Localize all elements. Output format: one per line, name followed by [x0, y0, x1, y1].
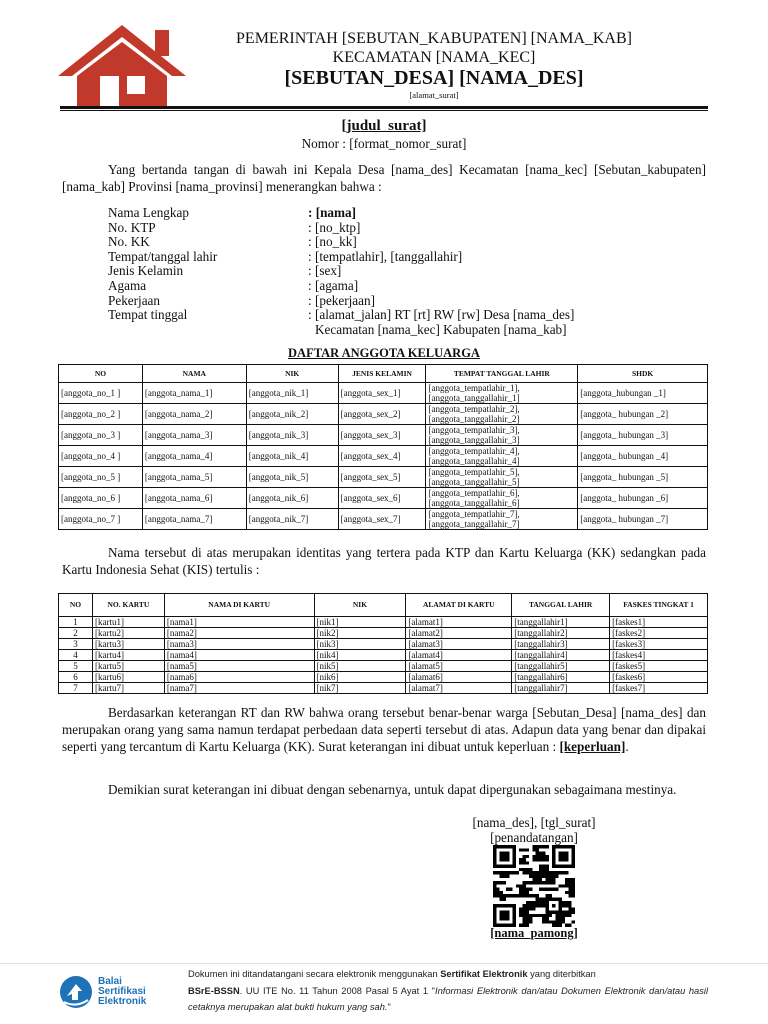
- footer-text-a: Dokumen ini ditandatangani secara elektronik menggunakan: [188, 969, 441, 979]
- kop-divider-thin: [60, 110, 708, 111]
- kis-cell-faskes: [faskes6]: [610, 672, 708, 683]
- kis-cell-nama: [nama6]: [164, 672, 314, 683]
- qr-code-icon: [487, 845, 581, 927]
- kis-cell-tgl: [tanggallahir6]: [512, 672, 610, 683]
- kis-cell-tgl: [tanggallahir1]: [512, 617, 610, 628]
- family-cell-sex: [anggota_sex_5]: [338, 467, 426, 488]
- kis-header-faskes: FASKES TINGKAT 1: [610, 594, 708, 617]
- family-cell-ttl-place: [anggota_tempatlahir_6],: [428, 488, 520, 498]
- closing-paragraph: [62, 781, 706, 798]
- family-header-no: NO: [59, 365, 143, 383]
- kis-cell-nama: [nama3]: [164, 639, 314, 650]
- family-table: [58, 364, 708, 530]
- identity-row: [108, 235, 706, 250]
- kis-cell-kartu: [kartu5]: [92, 661, 164, 672]
- identity-label: Pekerjaan: [108, 292, 160, 308]
- identity-value: : [sex]: [308, 263, 342, 279]
- family-cell-ttl-date: [anggota_tanggallahir_6]: [428, 498, 520, 508]
- identity-label: Tempat tinggal: [108, 307, 188, 323]
- family-table-row: [59, 509, 708, 530]
- kis-table-row: [59, 661, 708, 672]
- kis-cell-faskes: [faskes3]: [610, 639, 708, 650]
- kis-cell-alamat: [alamat3]: [406, 639, 512, 650]
- family-table-row: [59, 404, 708, 425]
- kis-intro-paragraph: [62, 544, 706, 578]
- family-cell-ttl-place: [anggota_tempatlahir_2],: [428, 404, 520, 414]
- family-cell-ttl-date: [anggota_tanggallahir_2]: [428, 414, 520, 424]
- kis-cell-faskes: [faskes4]: [610, 650, 708, 661]
- family-cell-shdk: [anggota_hubungan _1]: [578, 383, 708, 404]
- kis-cell-alamat: [alamat2]: [406, 628, 512, 639]
- family-cell-sex: [anggota_sex_7]: [338, 509, 426, 530]
- kis-cell-alamat: [alamat6]: [406, 672, 512, 683]
- family-header-nama: NAMA: [142, 365, 246, 383]
- letter-number: Nomor : [format_nomor_surat]: [301, 136, 467, 151]
- identity-row: [108, 250, 706, 265]
- family-table-row: [59, 467, 708, 488]
- family-header-ttl: TEMPAT TANGGAL LAHIR: [426, 365, 578, 383]
- identity-label: Nama Lengkap: [108, 205, 189, 220]
- identity-label: Tempat/tanggal lahir: [108, 248, 218, 264]
- kis-cell-no: 2: [59, 628, 93, 639]
- kis-cell-nik: [nik1]: [314, 617, 406, 628]
- family-table-row: [59, 425, 708, 446]
- kis-cell-tgl: [tanggallahir4]: [512, 650, 610, 661]
- identity-row-cont: [108, 323, 706, 338]
- footer-text-e: . UU ITE No. 11 Tahun 2008 Pasal 5 Ayat 1 ": [239, 985, 435, 996]
- kis-header-alamat: ALAMAT DI KARTU: [406, 594, 512, 617]
- bsre-emblem-icon: [58, 974, 94, 1010]
- family-cell-shdk: [anggota_ hubungan _6]: [578, 488, 708, 509]
- kis-cell-kartu: [kartu7]: [92, 683, 164, 694]
- family-cell-nik: [anggota_nik_3]: [246, 425, 338, 446]
- family-cell-ttl-date: [anggota_tanggallahir_4]: [428, 456, 520, 466]
- family-cell-nik: [anggota_nik_4]: [246, 446, 338, 467]
- family-cell-sex: [anggota_sex_1]: [338, 383, 426, 404]
- statement-paragraph: [62, 704, 706, 755]
- keperluan-value: [keperluan]: [559, 739, 626, 754]
- family-table-row: [59, 383, 708, 404]
- identity-value: : [pekerjaan]: [308, 292, 375, 308]
- footer-text-g: ": [387, 1002, 391, 1012]
- signature-signer: [penandatangan]: [490, 830, 578, 845]
- family-cell-shdk: [anggota_ hubungan _2]: [578, 404, 708, 425]
- identity-value: : [nama]: [308, 205, 356, 220]
- identity-value: : [tempatlahir], [tanggallahir]: [308, 248, 463, 264]
- family-cell-nama: [anggota_nama_5]: [142, 467, 246, 488]
- footer-divider: [0, 963, 768, 964]
- kis-cell-alamat: [alamat7]: [406, 683, 512, 694]
- kis-table-row: [59, 617, 708, 628]
- kis-cell-faskes: [faskes5]: [610, 661, 708, 672]
- kis-cell-nama: [nama2]: [164, 628, 314, 639]
- kis-cell-alamat: [alamat4]: [406, 650, 512, 661]
- family-cell-ttl-date: [anggota_tanggallahir_1]: [428, 393, 520, 403]
- family-cell-nik: [anggota_nik_6]: [246, 488, 338, 509]
- identity-label: No. KK: [108, 234, 150, 250]
- kis-cell-nama: [nama4]: [164, 650, 314, 661]
- kop-divider-thick: [60, 106, 708, 109]
- footer-text: [188, 966, 708, 1016]
- intro-text: Yang bertanda tangan di bawah ini Kepala Desa [nama_des] Kecamatan [nama_kec] [Sebutan_kabupaten] [nama_kab] Provinsi [nama_provinsi] menerangkan bahwa :: [62, 162, 706, 194]
- kis-cell-no: 7: [59, 683, 93, 694]
- kis-cell-nik: [nik7]: [314, 683, 406, 694]
- kis-cell-no: 5: [59, 661, 93, 672]
- kop-line-3: [SEBUTAN_DESA] [NAMA_DES]: [284, 67, 584, 89]
- family-cell-ttl-date: [anggota_tanggallahir_5]: [428, 477, 520, 487]
- family-cell-ttl: [426, 467, 578, 488]
- kis-table-header: [59, 594, 708, 617]
- identity-value: : [no_kk]: [308, 234, 357, 250]
- family-cell-ttl-place: [anggota_tempatlahir_5],: [428, 467, 520, 477]
- family-cell-nama: [anggota_nama_2]: [142, 404, 246, 425]
- kis-cell-tgl: [tanggallahir5]: [512, 661, 610, 672]
- family-table-title: DAFTAR ANGGOTA KELUARGA: [288, 346, 480, 360]
- identity-row: [108, 206, 706, 221]
- family-header-sex: JENIS KELAMIN: [338, 365, 426, 383]
- family-cell-ttl: [426, 425, 578, 446]
- kis-cell-no: 3: [59, 639, 93, 650]
- kis-cell-nik: [nik4]: [314, 650, 406, 661]
- kis-cell-tgl: [tanggallahir7]: [512, 683, 610, 694]
- family-table-row: [59, 446, 708, 467]
- kis-cell-alamat: [alamat5]: [406, 661, 512, 672]
- family-cell-shdk: [anggota_ hubungan _5]: [578, 467, 708, 488]
- identity-row: [108, 308, 706, 323]
- family-cell-shdk: [anggota_ hubungan _4]: [578, 446, 708, 467]
- kis-cell-alamat: [alamat1]: [406, 617, 512, 628]
- family-cell-nama: [anggota_nama_3]: [142, 425, 246, 446]
- kop-line-2: KECAMATAN [NAMA_KEC]: [332, 49, 536, 66]
- footer-text-d: BSrE-BSSN: [188, 985, 240, 996]
- bsre-logo: [58, 974, 146, 1010]
- kis-cell-faskes: [faskes7]: [610, 683, 708, 694]
- family-cell-shdk: [anggota_ hubungan _3]: [578, 425, 708, 446]
- identity-label: Jenis Kelamin: [108, 263, 184, 279]
- statement-text: Berdasarkan keterangan RT dan RW bahwa orang tersebut benar-benar warga [Sebutan_Desa] [nama_des] dan merupakan orang yang sama namun terdapat perbedaan data seperti tersebut di atas. Adapun data yang benar dan dipakai seperti yang tercantum di Kartu Keluarga (KK). Surat keterangan ini dibuat untuk keperluan :: [62, 705, 706, 754]
- family-cell-ttl-place: [anggota_tempatlahir_4],: [428, 446, 520, 456]
- kis-cell-faskes: [faskes2]: [610, 628, 708, 639]
- kis-cell-nik: [nik5]: [314, 661, 406, 672]
- family-cell-ttl-date: [anggota_tanggallahir_3]: [428, 435, 520, 445]
- identity-block: [108, 206, 706, 337]
- kis-header-no: NO: [59, 594, 93, 617]
- identity-row: [108, 279, 706, 294]
- family-cell-nama: [anggota_nama_1]: [142, 383, 246, 404]
- kis-cell-kartu: [kartu1]: [92, 617, 164, 628]
- family-cell-ttl: [426, 404, 578, 425]
- family-cell-nama: [anggota_nama_4]: [142, 446, 246, 467]
- kis-cell-kartu: [kartu2]: [92, 628, 164, 639]
- family-cell-no: [anggota_no_1 ]: [59, 383, 143, 404]
- kis-header-nik: NIK: [314, 594, 406, 617]
- bsre-logo-line3: Elektronik: [98, 996, 147, 1007]
- kis-cell-no: 4: [59, 650, 93, 661]
- closing-text: Demikian surat keterangan ini dibuat dengan sebenarnya, untuk dapat dipergunakan sebagaimana mestinya.: [108, 782, 677, 797]
- identity-label: No. KTP: [108, 219, 156, 235]
- family-cell-nik: [anggota_nik_5]: [246, 467, 338, 488]
- signature-place-date: [nama_des], [tgl_surat]: [472, 815, 596, 830]
- kis-table-row: [59, 683, 708, 694]
- family-header-shdk: SHDK: [578, 365, 708, 383]
- identity-value: : [no_ktp]: [308, 219, 361, 235]
- family-cell-no: [anggota_no_4 ]: [59, 446, 143, 467]
- family-table-header: [59, 365, 708, 383]
- kis-table: [58, 593, 708, 694]
- identity-value: : [alamat_jalan] RT [rt] RW [rw] Desa [nama_des]: [308, 307, 575, 323]
- family-header-nik: NIK: [246, 365, 338, 383]
- bsre-logo-line1: Balai: [98, 976, 122, 987]
- family-cell-ttl: [426, 488, 578, 509]
- family-cell-ttl-place: [anggota_tempatlahir_1],: [428, 383, 520, 393]
- family-cell-no: [anggota_no_6 ]: [59, 488, 143, 509]
- kis-cell-kartu: [kartu6]: [92, 672, 164, 683]
- statement-end: .: [625, 739, 629, 754]
- kis-intro-text: Nama tersebut di atas merupakan identitas yang tertera pada KTP dan Kartu Keluarga (KK) sedangkan pada Kartu Indonesia Sehat (KIS) tertulis :: [62, 545, 706, 577]
- family-cell-no: [anggota_no_7 ]: [59, 509, 143, 530]
- footer-text-f: Informasi Elektronik dan/atau Dokumen Elektronik dan/atau hasil cetaknya merupakan alat bukti hukum yang sah.: [188, 985, 709, 1012]
- kis-table-row: [59, 639, 708, 650]
- kis-cell-nama: [nama1]: [164, 617, 314, 628]
- kis-cell-tgl: [tanggallahir2]: [512, 628, 610, 639]
- family-table-row: [59, 488, 708, 509]
- family-cell-nama: [anggota_nama_7]: [142, 509, 246, 530]
- kis-table-row: [59, 672, 708, 683]
- family-cell-sex: [anggota_sex_6]: [338, 488, 426, 509]
- kis-cell-no: 1: [59, 617, 93, 628]
- identity-row: [108, 221, 706, 236]
- kis-header-kartu: NO. KARTU: [92, 594, 164, 617]
- family-cell-no: [anggota_no_5 ]: [59, 467, 143, 488]
- kis-cell-nik: [nik2]: [314, 628, 406, 639]
- identity-label-empty: [108, 323, 308, 338]
- family-cell-sex: [anggota_sex_4]: [338, 446, 426, 467]
- family-cell-sex: [anggota_sex_2]: [338, 404, 426, 425]
- kis-table-row: [59, 650, 708, 661]
- kop-address: [alamat_surat]: [409, 90, 459, 100]
- identity-value: : [agama]: [308, 277, 359, 293]
- family-cell-nama: [anggota_nama_6]: [142, 488, 246, 509]
- identity-value-cont: Kecamatan [nama_kec] Kabupaten [nama_kab]: [315, 321, 567, 337]
- kis-cell-tgl: [tanggallahir3]: [512, 639, 610, 650]
- letter-title: [judul_surat]: [341, 118, 427, 134]
- family-cell-ttl-date: [anggota_tanggallahir_7]: [428, 519, 520, 529]
- kis-table-row: [59, 628, 708, 639]
- family-cell-shdk: [anggota_ hubungan _7]: [578, 509, 708, 530]
- family-cell-ttl: [426, 509, 578, 530]
- family-cell-nik: [anggota_nik_2]: [246, 404, 338, 425]
- kis-header-nama: NAMA DI KARTU: [164, 594, 314, 617]
- bsre-logo-line2: Sertifikasi: [98, 986, 146, 997]
- identity-row: [108, 264, 706, 279]
- kis-cell-nik: [nik3]: [314, 639, 406, 650]
- kis-header-tgl: TANGGAL LAHIR: [512, 594, 610, 617]
- family-cell-ttl-place: [anggota_tempatlahir_7],: [428, 509, 520, 519]
- family-cell-no: [anggota_no_2 ]: [59, 404, 143, 425]
- kop-line-1: PEMERINTAH [SEBUTAN_KABUPATEN] [NAMA_KAB]: [236, 30, 632, 47]
- family-cell-nik: [anggota_nik_1]: [246, 383, 338, 404]
- kis-cell-nik: [nik6]: [314, 672, 406, 683]
- family-cell-ttl: [426, 446, 578, 467]
- kis-cell-kartu: [kartu3]: [92, 639, 164, 650]
- family-cell-sex: [anggota_sex_3]: [338, 425, 426, 446]
- family-cell-ttl-place: [anggota_tempatlahir_3],: [428, 425, 520, 435]
- identity-label: Agama: [108, 277, 147, 293]
- footer-text-c: yang diterbitkan: [527, 969, 596, 979]
- footer-text-b: Sertifikat Elektronik: [440, 969, 528, 979]
- family-cell-nik: [anggota_nik_7]: [246, 509, 338, 530]
- family-cell-ttl: [426, 383, 578, 404]
- family-cell-no: [anggota_no_3 ]: [59, 425, 143, 446]
- intro-paragraph: [62, 161, 706, 195]
- identity-row: [108, 294, 706, 309]
- kis-cell-kartu: [kartu4]: [92, 650, 164, 661]
- kis-cell-no: 6: [59, 672, 93, 683]
- kis-cell-nama: [nama7]: [164, 683, 314, 694]
- kis-cell-nama: [nama5]: [164, 661, 314, 672]
- kis-cell-faskes: [faskes1]: [610, 617, 708, 628]
- signature-name: [nama_pamong]: [490, 926, 578, 940]
